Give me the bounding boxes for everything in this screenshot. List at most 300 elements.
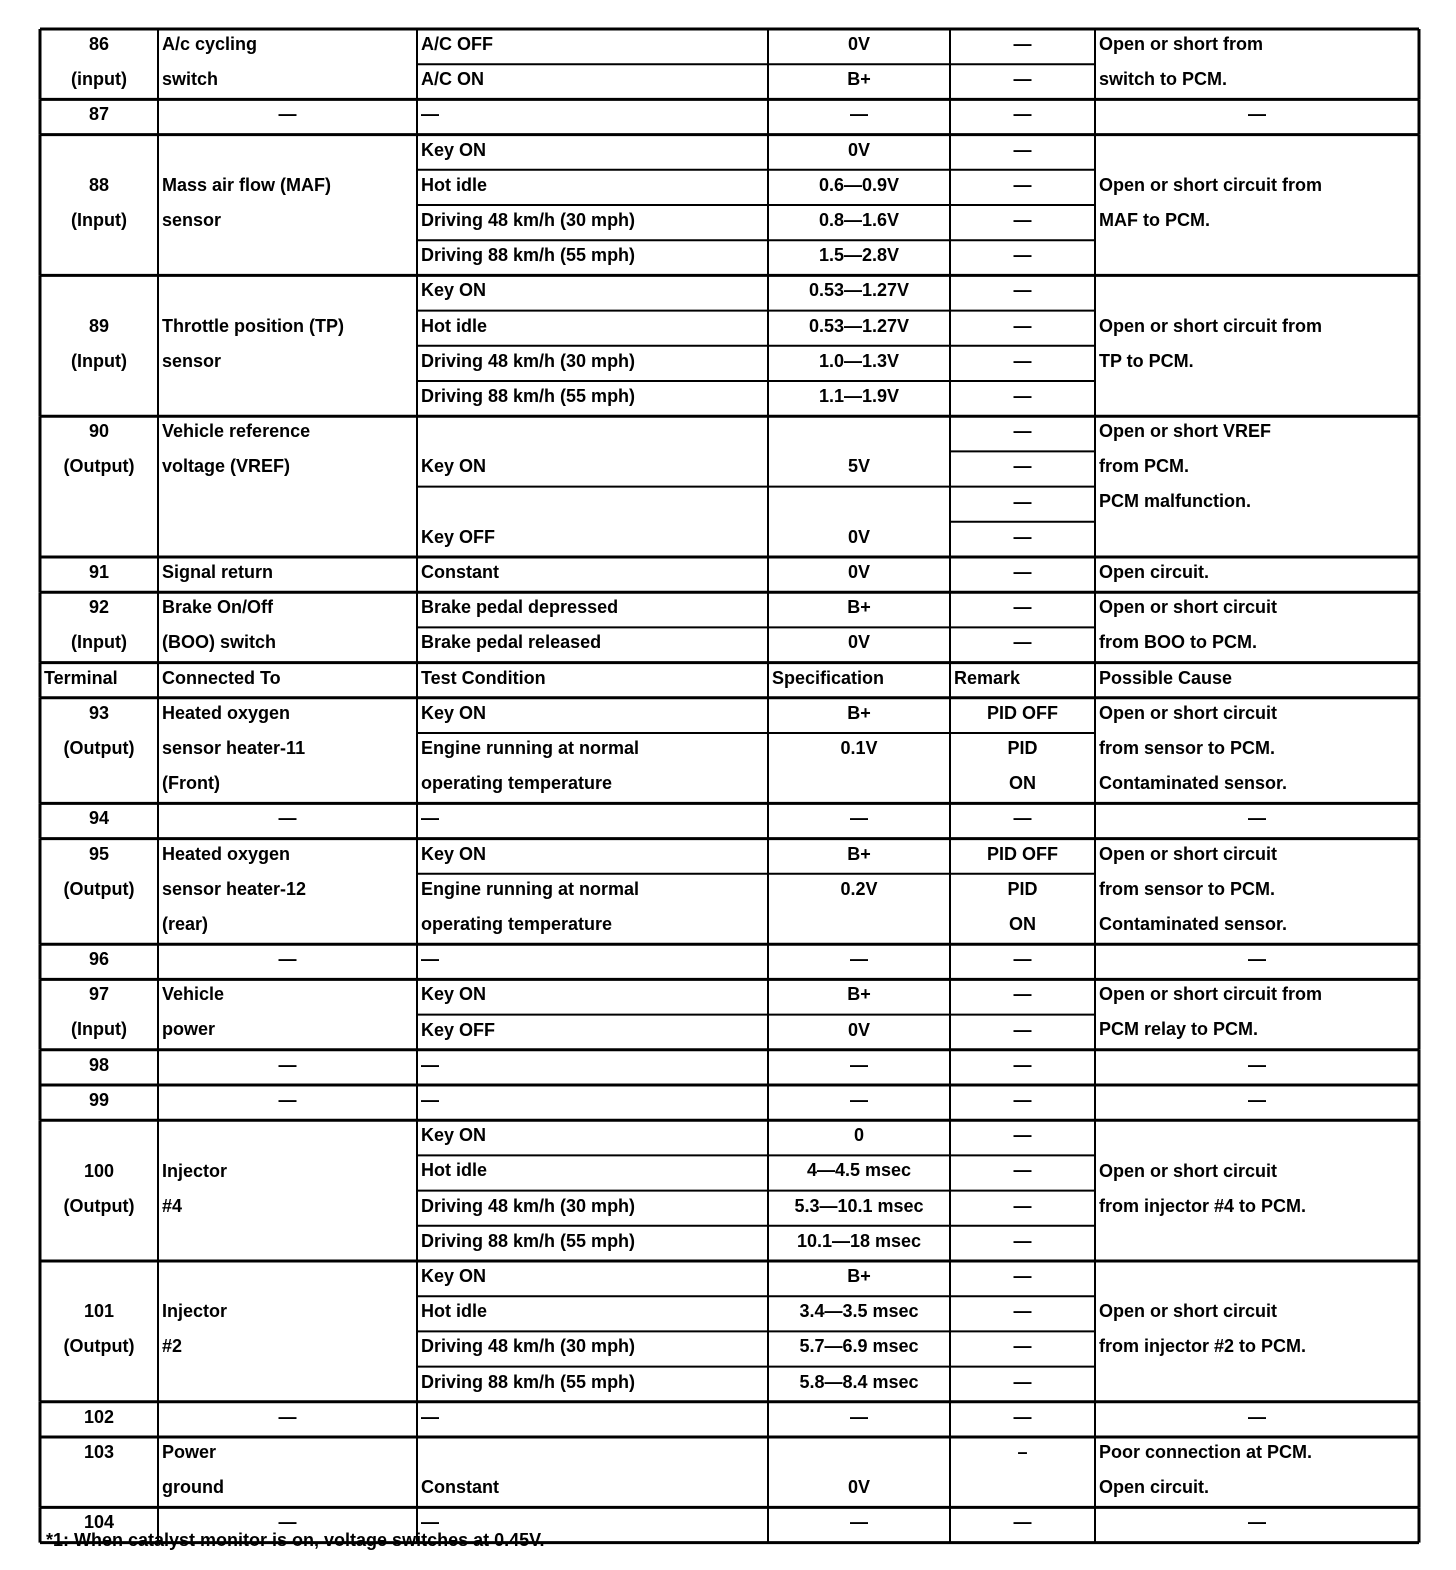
connected-cell	[158, 977, 417, 1047]
cause-cell-line: switch to PCM.	[1099, 69, 1228, 89]
terminal-cell	[40, 977, 158, 1047]
specification-cell-line: —	[850, 1054, 868, 1075]
remark-cell	[950, 344, 1095, 379]
remark-cell	[950, 1259, 1095, 1294]
cause-cell	[1095, 555, 1419, 590]
connected-cell-line: —	[278, 1090, 297, 1110]
remark-cell-line: —	[1013, 526, 1032, 547]
specification-cell-line: 1.1—1.9V	[818, 386, 900, 406]
specification-cell-line: 0.53—1.27V	[808, 315, 910, 336]
terminal-cell-line: 96	[88, 949, 110, 970]
test-condition-cell-line: Constant	[421, 1477, 499, 1498]
connected-cell	[158, 1048, 417, 1083]
terminal-cell-line: 86	[88, 34, 110, 54]
specification-cell-line: 0V	[847, 1019, 871, 1040]
remark-cell	[950, 1365, 1095, 1400]
connected-cell	[158, 801, 417, 836]
connected-cell-line: Signal return	[162, 562, 274, 582]
specification-cell	[768, 449, 950, 484]
specification-cell	[768, 1259, 950, 1294]
remark-cell	[950, 1118, 1095, 1153]
terminal-cell	[40, 590, 158, 660]
test-condition-cell-line: —	[421, 1090, 439, 1110]
remark-cell-line: —	[1013, 984, 1032, 1005]
remark-cell-line: —	[1013, 1230, 1032, 1251]
cause-cell	[1095, 1083, 1419, 1118]
remark-cell-line: —	[1013, 174, 1032, 195]
connected-cell-line: Injector	[162, 1301, 228, 1322]
connected-cell-line: ground	[162, 1477, 224, 1497]
remark-cell-line: —	[1013, 245, 1032, 266]
connected-cell-line: power	[162, 1019, 216, 1040]
specification-cell-line: 0V	[847, 526, 871, 547]
remark-cell	[950, 696, 1095, 731]
specification-cell	[768, 273, 950, 308]
test-condition-cell-line: Driving 48 km/h (30 mph)	[421, 210, 636, 230]
cause-cell-line: from sensor to PCM.	[1099, 737, 1276, 758]
terminal-cell-line: 92	[88, 597, 110, 618]
cause-cell	[1095, 168, 1419, 238]
test-condition-cell	[417, 168, 768, 203]
specification-cell-line: 0V	[847, 1477, 871, 1498]
remark-cell	[950, 273, 1095, 308]
terminal-cell	[40, 1435, 158, 1470]
connected-cell-line: —	[278, 949, 297, 970]
cause-cell-line: —	[1248, 949, 1266, 970]
column-header-0: Terminal	[44, 667, 118, 688]
connected-cell-line: sensor heater-12	[162, 878, 307, 899]
test-condition-cell	[417, 942, 768, 977]
specification-cell	[768, 1294, 950, 1329]
test-condition-cell-line: Key OFF	[421, 526, 496, 547]
remark-cell	[950, 625, 1095, 660]
specification-cell	[768, 238, 950, 273]
terminal-cell	[40, 942, 158, 977]
remark-cell-line: ON	[1009, 913, 1036, 934]
connected-cell	[158, 168, 417, 238]
connected-cell-line: Heated oxygen	[162, 843, 291, 864]
test-condition-cell-line: Engine running at normal	[421, 738, 640, 758]
specification-cell	[768, 1118, 950, 1153]
test-condition-cell	[417, 1365, 768, 1400]
connected-cell-line: (Front)	[162, 772, 220, 793]
remark-cell-line: —	[1013, 386, 1032, 406]
terminal-cell-line: 93	[88, 702, 110, 723]
remark-cell-line: —	[1013, 491, 1032, 512]
remark-cell	[950, 1083, 1095, 1118]
column-header-5: Possible Cause	[1099, 667, 1233, 688]
remark-cell	[950, 1505, 1095, 1540]
cause-cell	[1095, 696, 1419, 801]
test-condition-cell-line: Hot idle	[421, 1160, 487, 1181]
remark-cell-line: —	[1013, 1371, 1032, 1392]
test-condition-cell	[417, 1048, 768, 1083]
remark-cell	[950, 1294, 1095, 1329]
cause-cell	[1095, 1048, 1419, 1083]
cause-cell-line: from injector #2 to PCM.	[1099, 1336, 1307, 1357]
cause-cell	[1095, 1294, 1419, 1364]
column-header-2: Test Condition	[421, 667, 546, 688]
terminal-cell-line: 95	[88, 843, 110, 864]
test-condition-cell-line: operating temperature	[421, 773, 613, 793]
terminal-cell-line: 88	[88, 175, 110, 195]
remark-cell-line: —	[1013, 1195, 1032, 1216]
terminal-cell-line: (Output)	[63, 737, 135, 758]
remark-cell-line: —	[1013, 1336, 1032, 1357]
cause-cell	[1095, 27, 1419, 97]
cause-cell	[1095, 1154, 1419, 1224]
cause-cell	[1095, 837, 1419, 942]
connected-cell	[158, 696, 417, 801]
terminal-cell	[40, 1400, 158, 1435]
specification-cell	[768, 379, 950, 414]
remark-cell-line: PID OFF	[987, 843, 1058, 864]
specification-cell	[768, 1013, 950, 1048]
test-condition-cell	[417, 449, 768, 484]
connected-cell-line: #4	[162, 1195, 183, 1216]
terminal-cell-line: 104	[83, 1512, 115, 1533]
connected-cell-line: Vehicle	[162, 984, 225, 1005]
remark-cell-line: —	[1013, 949, 1032, 970]
column-header-3: Specification	[772, 667, 885, 688]
test-condition-cell-line: Constant	[421, 562, 499, 582]
specification-cell	[768, 1400, 950, 1435]
terminal-cell-line: 100	[83, 1160, 115, 1181]
remark-cell-line: —	[1013, 808, 1032, 829]
connected-cell-line: switch	[162, 69, 219, 89]
connected-cell-line: Injector	[162, 1160, 228, 1181]
remark-cell	[950, 942, 1095, 977]
connected-cell-line: Heated oxygen	[162, 702, 291, 723]
cause-cell-line: —	[1248, 1512, 1266, 1533]
test-condition-cell	[417, 801, 768, 836]
test-condition-cell	[417, 872, 768, 942]
remark-cell-line: —	[1013, 1090, 1032, 1110]
test-condition-cell	[417, 1470, 768, 1505]
remark-cell-line: –	[1017, 1442, 1028, 1462]
test-condition-cell-line: Driving 88 km/h (55 mph)	[421, 1371, 636, 1392]
cause-cell-line: Open or short circuit from	[1099, 315, 1323, 336]
connected-cell-line: —	[278, 808, 297, 829]
specification-cell-line: 1.0—1.3V	[818, 350, 900, 371]
remark-cell	[950, 977, 1095, 1012]
test-condition-cell	[417, 1083, 768, 1118]
remark-cell-line: —	[1013, 139, 1032, 160]
remark-cell	[950, 731, 1095, 801]
specification-cell	[768, 344, 950, 379]
specification-cell	[768, 625, 950, 660]
terminal-cell-line: (Output)	[63, 878, 135, 899]
specification-cell	[768, 801, 950, 836]
remark-cell	[950, 168, 1095, 203]
specification-cell-line: 5.7—6.9 msec	[799, 1336, 919, 1357]
test-condition-cell	[417, 1153, 768, 1188]
connected-cell-line: —	[278, 1054, 297, 1075]
remark-cell-line: —	[1013, 1125, 1032, 1146]
cause-cell-line: from injector #4 to PCM.	[1099, 1195, 1307, 1216]
test-condition-cell	[417, 344, 768, 379]
remark-cell	[950, 1048, 1095, 1083]
specification-cell-line: 3.4—3.5 msec	[799, 1301, 919, 1322]
specification-cell	[768, 590, 950, 625]
specification-cell-line: 0.6—0.9V	[818, 174, 900, 195]
specification-cell	[768, 309, 950, 344]
remark-cell-line: —	[1013, 1512, 1032, 1533]
terminal-cell-line: 102	[83, 1406, 115, 1427]
connected-cell	[158, 97, 417, 132]
specification-cell-line: 0V	[847, 632, 871, 653]
remark-cell-line: —	[1013, 69, 1032, 90]
terminal-cell	[40, 696, 158, 766]
test-condition-cell-line: —	[421, 1406, 439, 1427]
cause-cell-line: PCM relay to PCM.	[1099, 1019, 1259, 1040]
remark-cell	[950, 379, 1095, 414]
terminal-cell-line: 91	[88, 562, 110, 582]
connected-cell-line: Mass air flow (MAF)	[162, 175, 332, 195]
test-condition-cell-line: Driving 88 km/h (55 mph)	[421, 245, 636, 266]
connected-cell-line: (BOO) switch	[162, 632, 277, 653]
cause-cell-line: Open or short circuit	[1099, 702, 1278, 723]
remark-cell	[950, 309, 1095, 344]
remark-cell	[950, 837, 1095, 872]
connected-cell-line: sensor heater-11	[162, 737, 306, 758]
cause-cell	[1095, 590, 1419, 660]
specification-cell	[768, 1153, 950, 1188]
test-condition-cell	[417, 625, 768, 660]
connected-cell-line: Throttle position (TP)	[162, 315, 344, 336]
test-condition-cell-line: Key OFF	[421, 1019, 496, 1040]
test-condition-cell-line: Key ON	[421, 456, 487, 477]
cause-cell-line: PCM malfunction.	[1099, 491, 1251, 512]
remark-cell	[950, 555, 1095, 590]
test-condition-cell-line: Key ON	[421, 984, 487, 1005]
specification-cell-line: —	[850, 1512, 868, 1533]
terminal-cell	[40, 555, 158, 590]
specification-cell-line: 0V	[847, 562, 871, 582]
remark-cell	[950, 203, 1095, 238]
specification-cell-line: 0	[853, 1125, 864, 1146]
connected-cell-line: —	[278, 104, 297, 125]
remark-cell-line: —	[1013, 210, 1032, 230]
test-condition-cell-line: Hot idle	[421, 1301, 487, 1322]
terminal-cell-line: 90	[88, 421, 110, 442]
test-condition-cell-line: Driving 48 km/h (30 mph)	[421, 350, 636, 371]
specification-cell	[768, 520, 950, 555]
specification-cell-line: 10.1—18 msec	[796, 1230, 922, 1251]
test-condition-cell	[417, 309, 768, 344]
footnote: *1: When catalyst monitor is on, voltage switches at 0.45V.	[46, 1530, 545, 1550]
test-condition-cell-line: Key ON	[421, 1125, 487, 1146]
remark-cell-line: —	[1013, 104, 1032, 125]
test-condition-cell	[417, 1259, 768, 1294]
cause-cell-line: Poor connection at PCM.	[1099, 1442, 1313, 1462]
column-header-4: Remark	[954, 667, 1021, 688]
specification-cell-line: —	[850, 808, 868, 829]
test-condition-cell	[417, 62, 768, 97]
terminal-cell	[40, 1048, 158, 1083]
remark-cell-line: —	[1013, 597, 1032, 618]
test-condition-cell	[417, 731, 768, 801]
cause-cell	[1095, 801, 1419, 836]
specification-cell-line: 5.8—8.4 msec	[799, 1371, 919, 1392]
connected-cell-line: sensor	[162, 210, 222, 230]
test-condition-cell	[417, 273, 768, 308]
test-condition-cell	[417, 1189, 768, 1224]
remark-cell-line: —	[1013, 456, 1032, 477]
specification-cell	[768, 97, 950, 132]
remark-cell-line: —	[1013, 632, 1032, 653]
terminal-cell	[40, 168, 158, 238]
test-condition-cell	[417, 696, 768, 731]
connected-cell	[158, 555, 417, 590]
specification-cell	[768, 1048, 950, 1083]
remark-cell-line: —	[1013, 1266, 1032, 1286]
terminal-cell	[40, 1294, 158, 1364]
terminal-cell	[40, 309, 158, 379]
terminal-cell-line: 97	[88, 984, 110, 1005]
specification-cell	[768, 1365, 950, 1400]
specification-cell-line: 5.3—10.1 msec	[794, 1195, 924, 1216]
cause-cell-line: —	[1248, 104, 1266, 125]
remark-cell	[950, 872, 1095, 942]
cause-cell	[1095, 414, 1419, 519]
remark-cell	[950, 62, 1095, 97]
test-condition-cell-line: A/C OFF	[421, 34, 493, 54]
connected-cell	[158, 1435, 417, 1505]
test-condition-cell-line: Key ON	[421, 843, 487, 864]
terminal-cell	[40, 837, 158, 907]
specification-cell	[768, 168, 950, 203]
connected-cell-line: Power	[162, 1442, 217, 1462]
connected-cell	[158, 309, 417, 379]
terminal-cell-line: (Output)	[63, 456, 135, 477]
specification-cell	[768, 62, 950, 97]
test-condition-cell-line: Driving 88 km/h (55 mph)	[421, 386, 636, 406]
test-condition-cell	[417, 1013, 768, 1048]
test-condition-cell	[417, 379, 768, 414]
cause-cell-line: Open or short circuit from	[1099, 175, 1323, 195]
specification-cell	[768, 1083, 950, 1118]
terminal-cell-line: (input)	[71, 69, 127, 89]
specification-cell	[768, 837, 950, 872]
specification-cell	[768, 1470, 950, 1505]
cause-cell	[1095, 977, 1419, 1047]
terminal-cell	[40, 1154, 158, 1224]
cause-cell-line: Open or short from	[1099, 34, 1264, 54]
specification-cell	[768, 977, 950, 1012]
test-condition-cell-line: —	[421, 808, 439, 829]
remark-cell	[950, 590, 1095, 625]
connected-cell	[158, 1294, 417, 1364]
cause-cell-line: Open or short VREF	[1099, 421, 1272, 442]
test-condition-cell	[417, 203, 768, 238]
terminal-cell-line: 99	[88, 1090, 110, 1110]
test-condition-cell-line: Hot idle	[421, 174, 487, 195]
specification-cell-line: —	[850, 949, 868, 970]
remark-cell	[950, 1013, 1095, 1048]
cause-cell-line: Open or short circuit	[1099, 597, 1278, 618]
connected-cell-line: —	[278, 1512, 297, 1533]
test-condition-cell	[417, 238, 768, 273]
specification-cell-line: B+	[847, 843, 871, 864]
cause-cell-line: —	[1248, 1090, 1266, 1110]
remark-cell-line: —	[1013, 315, 1032, 336]
test-condition-cell	[417, 520, 768, 555]
remark-cell	[950, 1153, 1095, 1188]
connected-cell	[158, 837, 417, 942]
specification-cell-line: 0.2V	[840, 878, 878, 899]
test-condition-cell	[417, 837, 768, 872]
test-condition-cell	[417, 590, 768, 625]
cause-cell-line: Contaminated sensor.	[1099, 913, 1288, 934]
test-condition-cell-line: Driving 48 km/h (30 mph)	[421, 1336, 636, 1357]
specification-cell-line: 0.8—1.6V	[818, 210, 900, 230]
terminal-cell-line: 98	[88, 1054, 110, 1075]
terminal-cell	[40, 97, 158, 132]
test-condition-cell	[417, 97, 768, 132]
remark-cell-line: PID	[1007, 878, 1038, 899]
remark-cell-line: —	[1013, 350, 1032, 371]
test-condition-cell-line: operating temperature	[421, 913, 613, 934]
remark-cell	[950, 414, 1095, 484]
cause-cell-line: —	[1248, 1054, 1266, 1075]
specification-cell-line: 4—4.5 msec	[806, 1160, 912, 1181]
specification-cell-line: B+	[847, 984, 871, 1005]
specification-cell-line: B+	[847, 69, 871, 90]
specification-cell-line: B+	[847, 597, 871, 618]
test-condition-cell-line: —	[421, 949, 439, 970]
test-condition-cell-line: —	[421, 104, 439, 125]
terminal-cell-line: 89	[88, 315, 110, 336]
terminal-cell-line: (Output)	[63, 1195, 135, 1216]
terminal-cell-line: 87	[88, 104, 110, 125]
specification-cell	[768, 1329, 950, 1364]
specification-cell	[768, 1505, 950, 1540]
connected-cell	[158, 1083, 417, 1118]
test-condition-cell-line: Driving 48 km/h (30 mph)	[421, 1195, 636, 1216]
terminal-cell-line: (Input)	[71, 632, 127, 653]
remark-cell	[950, 1329, 1095, 1364]
test-condition-cell	[417, 1224, 768, 1259]
specification-cell-line: 1.5—2.8V	[818, 245, 900, 266]
specification-cell	[768, 1189, 950, 1224]
specification-cell	[768, 1224, 950, 1259]
specification-cell-line: 0.1V	[840, 738, 878, 758]
remark-cell-line: —	[1013, 34, 1032, 54]
connected-cell-line: —	[278, 1406, 297, 1427]
remark-cell	[950, 1400, 1095, 1435]
test-condition-cell-line: Brake pedal released	[421, 632, 602, 653]
terminal-cell-line: 101	[83, 1301, 115, 1322]
cause-cell-line: —	[1248, 808, 1266, 829]
cause-cell-line: Open circuit.	[1099, 1477, 1210, 1497]
connected-cell	[158, 1400, 417, 1435]
test-condition-cell-line: Key ON	[421, 280, 487, 301]
connected-cell-line: Brake On/Off	[162, 597, 274, 618]
terminal-cell-line: 103	[83, 1442, 115, 1462]
remark-cell	[950, 1224, 1095, 1259]
remark-cell-line: —	[1013, 562, 1032, 582]
terminal-cell-line: (Input)	[71, 210, 127, 230]
test-condition-cell	[417, 1118, 768, 1153]
cause-cell-line: MAF to PCM.	[1099, 210, 1210, 230]
cause-cell-line: Open or short circuit	[1099, 1301, 1278, 1322]
specification-cell-line: 0V	[847, 139, 871, 160]
terminal-cell	[40, 1083, 158, 1118]
test-condition-cell-line: Hot idle	[421, 315, 487, 336]
test-condition-cell-line: —	[421, 1512, 439, 1533]
column-header-1: Connected To	[162, 667, 281, 688]
